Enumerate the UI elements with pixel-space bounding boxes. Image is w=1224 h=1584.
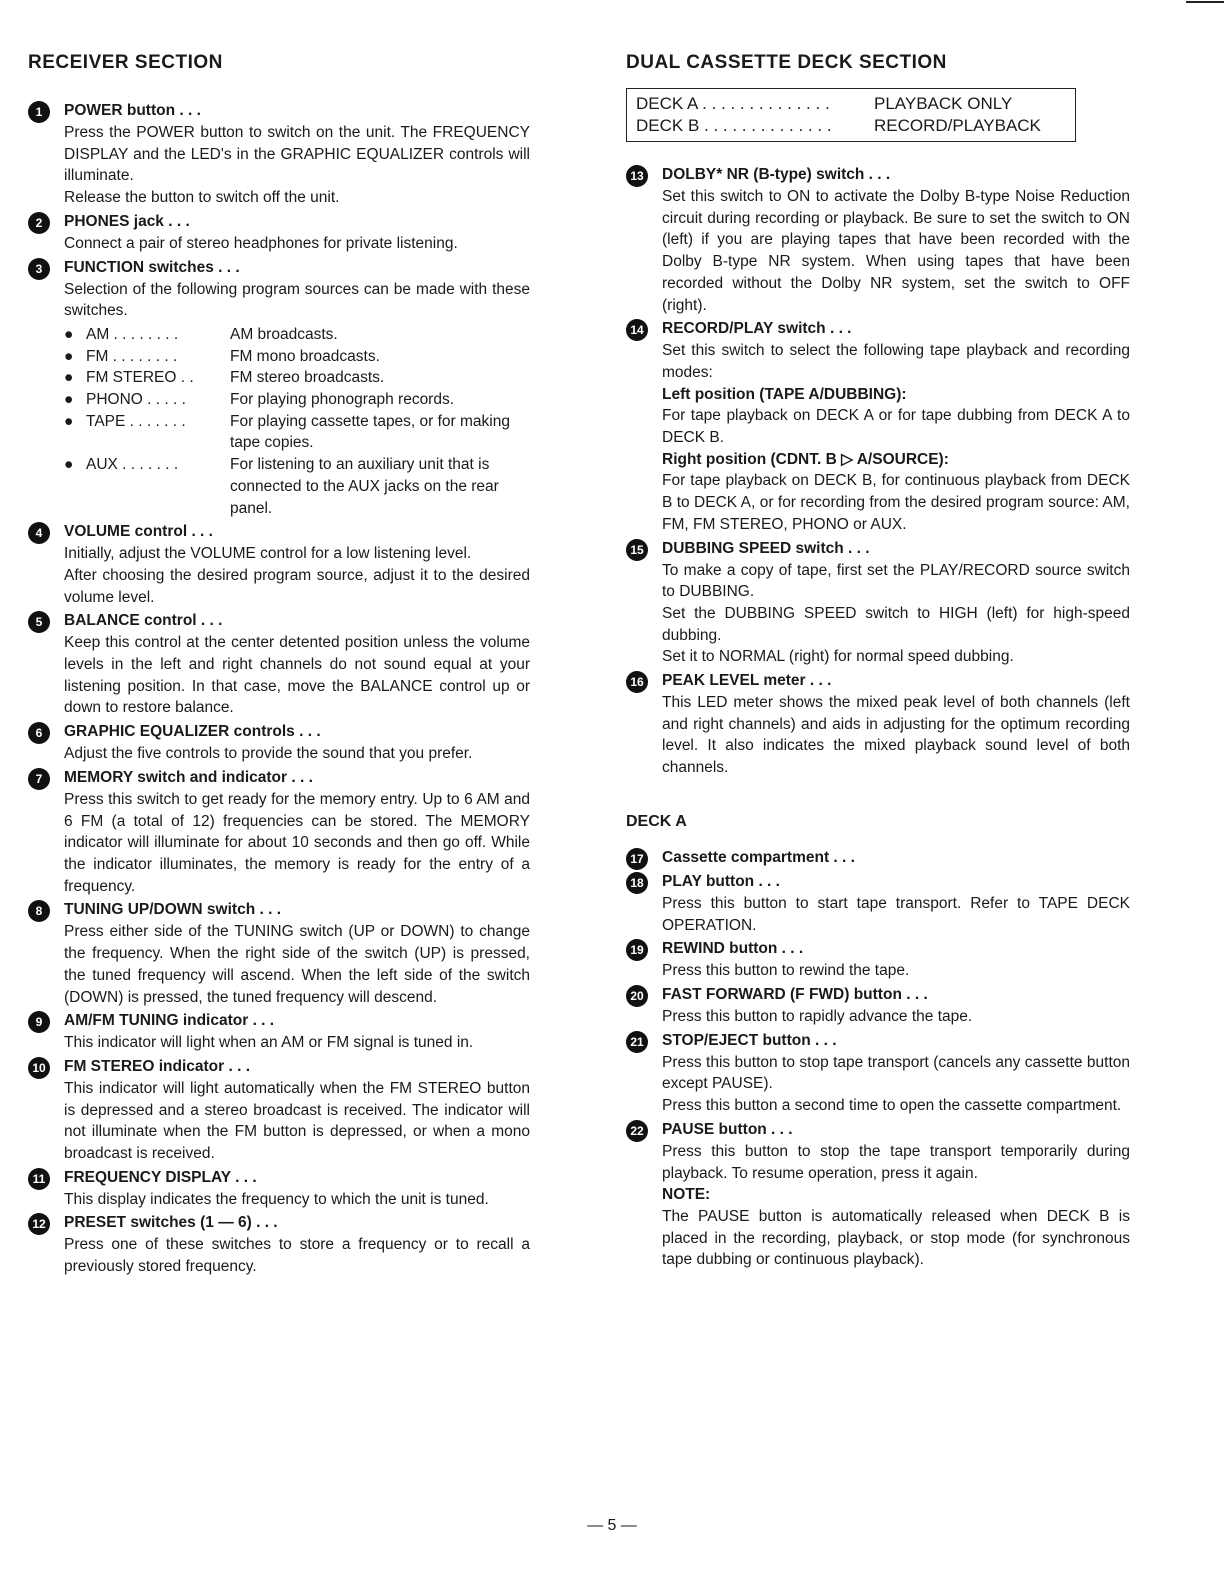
item-description: Press one of these switches to store a frequency or to recall a previously stored frequency. <box>64 1236 530 1276</box>
item-description: Press this button to stop tape transport (cancels any cassette button except PAUSE). <box>662 1053 1130 1093</box>
control-item <box>28 1212 530 1277</box>
item-title: TUNING UP/DOWN switch . . . <box>64 901 282 919</box>
control-item <box>28 1056 530 1165</box>
item-description: Keep this control at the center detented position unless the volume levels in the left and right channels do not sound equal at your listening position. In that case, move the BALANCE control up or down to restore balance. <box>64 634 530 717</box>
item-title: FM STEREO indicator . . . <box>64 1057 251 1075</box>
deck-a-title: DECK A <box>626 812 687 830</box>
bullet-icon: ● <box>64 347 74 365</box>
item-number-badge: 12 <box>28 1213 50 1235</box>
item-description: Press this button to rewind the tape. <box>662 962 910 980</box>
deck-mode-value: RECORD/PLAYBACK <box>874 116 1041 135</box>
item-title: PAUSE button . . . <box>662 1120 793 1138</box>
item-number-badge: 18 <box>626 872 648 894</box>
item-number-badge: 10 <box>28 1057 50 1079</box>
item-description: To make a copy of tape, first set the PLAY/RECORD source switch to DUBBING. <box>662 561 1130 601</box>
control-item <box>28 899 530 1008</box>
source-name: AUX . . . . . . . <box>86 456 179 474</box>
item-title: DUBBING SPEED switch . . . <box>662 539 870 557</box>
item-number-badge: 11 <box>28 1168 50 1190</box>
receiver-section-title: RECEIVER SECTION <box>28 52 223 73</box>
item-number-badge: 8 <box>28 900 50 922</box>
bullet-icon: ● <box>64 412 74 430</box>
item-title: RECORD/PLAY switch . . . <box>662 320 852 338</box>
item-number-badge: 4 <box>28 522 50 544</box>
deck-mode-label: DECK B . . . . . . . . . . . . . . <box>636 116 832 135</box>
source-description: FM stereo broadcasts. <box>230 369 385 387</box>
item-description: This display indicates the frequency to which the unit is tuned. <box>64 1190 489 1208</box>
control-item <box>626 871 1130 936</box>
deck-a-item-list <box>626 847 1130 1271</box>
item-subheading: Right position (CDNT. B ▷ A/SOURCE): <box>662 450 949 468</box>
item-number-badge: 13 <box>626 165 648 187</box>
control-item <box>28 211 530 255</box>
item-description: Press this button to start tape transport. Refer to TAPE DECK OPERATION. <box>662 894 1130 934</box>
item-number-badge: 16 <box>626 671 648 693</box>
item-description: Press either side of the TUNING switch (UP or DOWN) to change the frequency. When the right side of the switch (UP) is pressed, the tuned frequency will ascend. When the left side of the switch (DOWN) is pressed, the tuned frequency will descend. <box>64 923 530 1006</box>
control-item <box>28 721 530 765</box>
program-source-item <box>64 367 530 389</box>
item-description: Set the DUBBING SPEED switch to HIGH (left) for high-speed dubbing. <box>662 604 1130 644</box>
item-description: Initially, adjust the VOLUME control for a low listening level. <box>64 545 472 563</box>
item-title: STOP/EJECT button . . . <box>662 1031 837 1049</box>
item-description: Press this button to stop the tape transport temporarily during playback. To resume operation, press it again. <box>662 1142 1130 1182</box>
program-source-item <box>64 389 530 411</box>
item-description: This LED meter shows the mixed peak level of both channels (left and right channels) and aids in adjusting for the optimum recording level. It also indicates the mixed playback sound level of both channels. <box>662 694 1130 777</box>
top-edge-rule <box>1186 1 1224 3</box>
program-source-item <box>64 346 530 368</box>
deck-section <box>626 52 1130 1273</box>
item-number-badge: 14 <box>626 319 648 341</box>
control-item <box>626 164 1130 316</box>
item-title: PLAY button . . . <box>662 872 780 890</box>
page-number: — 5 — <box>587 1517 637 1534</box>
item-description: For tape playback on DECK B, for continuous playback from DECK B to DECK A, or for recording from the desired program source: AM, FM, FM STEREO, PHONO or AUX. <box>662 472 1130 533</box>
item-description: The PAUSE button is automatically released when DECK B is placed in the recording, playback, or stop mode (for synchronous tape dubbing or continuous playback). <box>662 1207 1130 1269</box>
control-item <box>626 984 1130 1028</box>
item-description: Connect a pair of stereo headphones for private listening. <box>64 234 458 252</box>
control-item <box>28 100 530 209</box>
item-description: Set this switch to select the following tape playback and recording modes: <box>662 342 1130 381</box>
item-description: Set it to NORMAL (right) for normal speed dubbing. <box>662 648 1014 666</box>
control-item <box>28 1167 530 1211</box>
item-number-badge: 21 <box>626 1031 648 1053</box>
bullet-icon: ● <box>64 391 74 409</box>
control-item <box>626 938 1130 982</box>
item-title: DOLBY* NR (B-type) switch . . . <box>662 166 891 183</box>
bullet-icon: ● <box>64 369 74 387</box>
item-title: FREQUENCY DISPLAY . . . <box>64 1168 257 1186</box>
program-source-list <box>64 324 530 519</box>
deck-mode-label: DECK A . . . . . . . . . . . . . . <box>636 94 830 113</box>
control-item <box>28 257 530 520</box>
bullet-icon: ● <box>64 325 74 343</box>
item-number-badge: 15 <box>626 539 648 561</box>
item-description: Press this button a second time to open the cassette compartment. <box>662 1097 1122 1115</box>
item-title: FAST FORWARD (F FWD) button . . . <box>662 985 928 1003</box>
program-source-item <box>64 324 530 346</box>
receiver-section <box>28 52 530 1280</box>
item-number-badge: 9 <box>28 1011 50 1033</box>
item-title: PHONES jack . . . <box>64 212 190 230</box>
control-item <box>626 847 1130 869</box>
item-title: VOLUME control . . . <box>64 523 213 541</box>
program-source-item <box>64 411 530 454</box>
item-title: MEMORY switch and indicator . . . <box>64 768 313 786</box>
item-description: Press the POWER button to switch on the unit. The FREQUENCY DISPLAY and the LED's in the GRAPHIC EQUALIZER controls will illuminate. <box>64 124 530 185</box>
item-number-badge: 2 <box>28 212 50 234</box>
item-title: PEAK LEVEL meter . . . <box>662 672 832 690</box>
item-title: REWIND button . . . <box>662 940 804 958</box>
item-description: This indicator will light automatically when the FM STEREO button is depressed and a stereo broadcast is received. The indicator will not illuminate when the FM button is depressed, or when a mono broadcast is received. <box>64 1079 530 1163</box>
source-name: FM STEREO . . <box>86 369 194 387</box>
item-description: Press this switch to get ready for the memory entry. Up to 6 AM and 6 FM (a total of 12) frequencies can be stored. The MEMORY indicator will illuminate for about 10 seconds and then go off. While the indicator illuminates, the memory is ready for the entry of a frequency. <box>64 790 530 895</box>
item-number-badge: 5 <box>28 611 50 633</box>
control-item <box>626 1119 1130 1271</box>
item-number-badge: 19 <box>626 939 648 961</box>
control-item <box>28 767 530 898</box>
item-description: Set this switch to ON to activate the Dolby B-type Noise Reduction circuit during recording or playback. Be sure to set the switch to ON (left) if you are playing tapes that have been recorded with the Dolby B-type NR system. When using tapes that have been recorded without the Dolby NR system, set the switch to OFF (right). <box>662 188 1130 314</box>
item-title: GRAPHIC EQUALIZER controls . . . <box>64 723 321 741</box>
source-description: For playing cassette tapes, or for making tape copies. <box>230 412 510 452</box>
control-item <box>28 521 530 608</box>
item-description: For tape playback on DECK A or for tape dubbing from DECK A to DECK B. <box>662 407 1130 447</box>
receiver-item-list <box>28 100 530 1278</box>
source-name: PHONO . . . . . <box>86 391 186 409</box>
deck-mode-box <box>626 88 1076 142</box>
item-number-badge: 1 <box>28 101 50 123</box>
deck-section-title: DUAL CASSETTE DECK SECTION <box>626 52 947 73</box>
item-description: Adjust the five controls to provide the sound that you prefer. <box>64 745 473 763</box>
program-source-item <box>64 454 530 519</box>
item-description: This indicator will light when an AM or FM signal is tuned in. <box>64 1034 474 1052</box>
bullet-icon: ● <box>64 456 74 474</box>
item-number-badge: 17 <box>626 848 648 870</box>
control-item <box>626 670 1130 779</box>
item-title: Cassette compartment . . . <box>662 848 855 866</box>
deck-mode-row <box>636 115 1066 137</box>
source-description: FM mono broadcasts. <box>230 347 380 365</box>
source-description: For listening to an auxiliary unit that is connected to the AUX jacks on the rear panel. <box>230 456 499 517</box>
item-title: BALANCE control . . . <box>64 612 223 630</box>
control-item <box>626 318 1130 535</box>
item-subheading: Left position (TAPE A/DUBBING): <box>662 385 907 403</box>
item-title: PRESET switches (1 — 6) . . . <box>64 1214 278 1232</box>
deck-mode-row <box>636 93 1066 115</box>
source-name: AM . . . . . . . . <box>86 325 179 343</box>
item-number-badge: 3 <box>28 258 50 280</box>
item-number-badge: 6 <box>28 722 50 744</box>
control-item <box>28 1010 530 1054</box>
item-description: Release the button to switch off the unit. <box>64 189 340 207</box>
control-item <box>626 1030 1130 1117</box>
control-item <box>28 610 530 719</box>
source-description: For playing phonograph records. <box>230 391 455 409</box>
deck-item-list <box>626 164 1130 779</box>
item-title: AM/FM TUNING indicator . . . <box>64 1012 275 1030</box>
item-title: POWER button . . . <box>64 102 201 119</box>
item-description: Press this button to rapidly advance the tape. <box>662 1007 973 1025</box>
item-number-badge: 7 <box>28 768 50 790</box>
item-description: Selection of the following program sources can be made with these switches. <box>64 280 530 320</box>
control-item <box>626 538 1130 669</box>
source-name: TAPE . . . . . . . <box>86 412 186 430</box>
item-title: FUNCTION switches . . . <box>64 258 240 276</box>
source-name: FM . . . . . . . . <box>86 347 178 365</box>
item-description: After choosing the desired program source, adjust it to the desired volume level. <box>64 566 530 606</box>
deck-mode-value: PLAYBACK ONLY <box>874 94 1013 113</box>
item-number-badge: 20 <box>626 985 648 1007</box>
item-subheading: NOTE: <box>662 1186 711 1204</box>
source-description: AM broadcasts. <box>230 325 338 343</box>
item-number-badge: 22 <box>626 1120 648 1142</box>
